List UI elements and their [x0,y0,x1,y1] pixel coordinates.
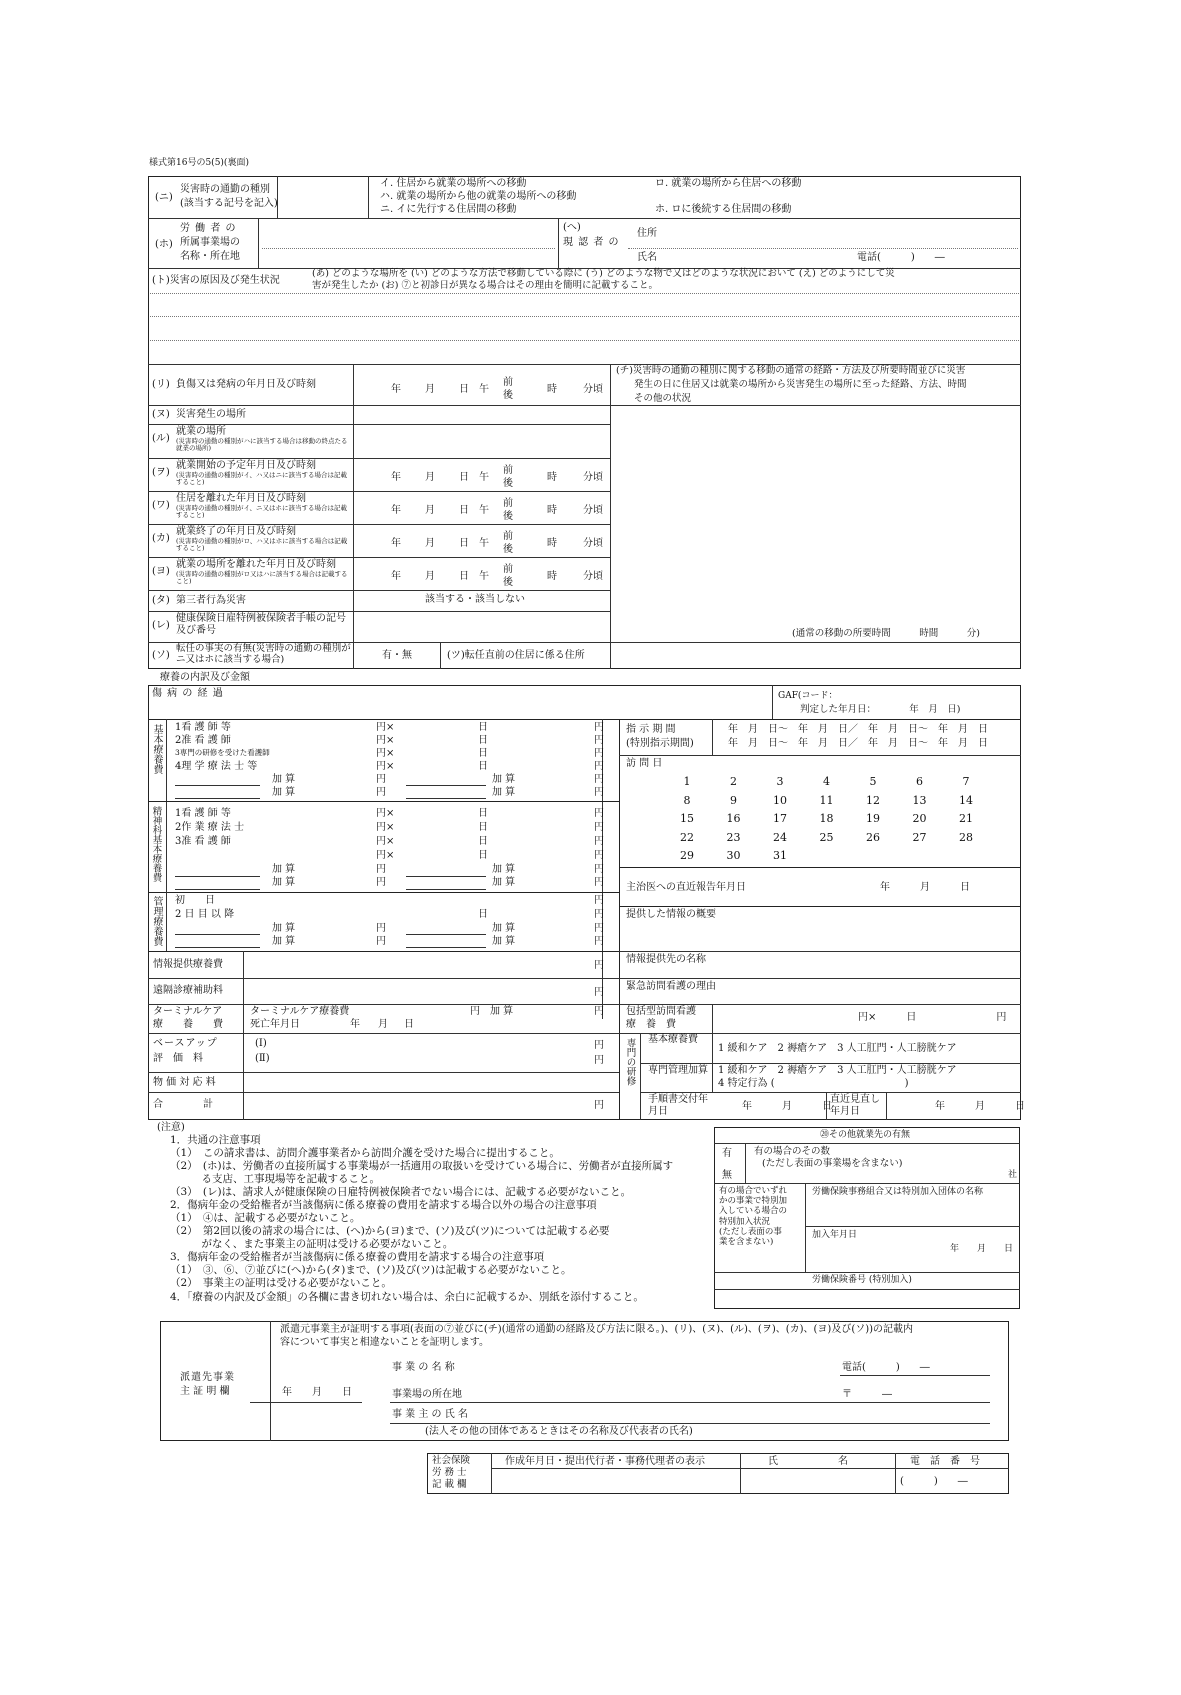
visit-day-29: 29 [680,849,694,862]
psych-kasan-4: 加 算 [492,877,516,888]
visit-day-24: 24 [773,830,787,844]
info-dest-label: 情報提供先の名称 [626,954,706,965]
datetime-wa: 年 月 日 午 前 後 時 分頃 [391,498,603,522]
visit-day-14: 14 [959,793,973,807]
order-date-ymd: 年 月 日 [742,1101,832,1112]
mgmt-amt-1: 円 [594,895,604,906]
visit-day-23: 23 [726,830,741,844]
row-ka-label: 就業終了の年月日及び時刻 [176,526,296,537]
other-yes: 有 [722,1148,732,1159]
mgmt-amt-2: 円 [594,909,604,920]
other-count-unit: 社 [1008,1170,1018,1180]
visit-day-21: 21 [959,812,973,825]
commute-no: (ニ) [155,192,173,203]
note-line: がなく、また事業主の証明は受ける必要がないこと。 [170,1238,454,1250]
mgmt-kasan-rate-2: 円 [376,936,386,947]
row-ka-no: (カ) [152,533,170,544]
visit-day-4: 4 [823,775,830,788]
dispatch-phone: 電話( ) ― [842,1362,930,1373]
mgmt-kasan-2: 加 算 [272,936,296,947]
total-label: 合 計 [153,1099,213,1110]
visit-day-19: 19 [866,812,880,825]
workplace-label-3: 名称・所在地 [180,251,240,262]
row-ru-no: (ル) [152,433,170,444]
terminal-fee-label: ターミナルケア療養費 [250,1006,350,1017]
specialty-mgmt-options: 1 緩和ケア 2 褥瘡ケア 3 人工肛門・人工膀胱ケア [718,1065,957,1076]
remote-fee-label: 遠隔診療補助料 [153,985,223,996]
psych-kasan-3: 加 算 [492,864,516,875]
union-name-label: 労働保険事務組合又は特別加入団体の名称 [812,1187,984,1197]
row-ru-note: (災害時の通勤の種別がハに該当する場合は移動の終点たる就業の場所) [176,437,348,452]
commute-opt-ha: ハ. 就業の場所から他の就業の場所への移動 [380,191,577,202]
note-line: （1） ③、⑥、⑦並びに(へ)から(タ)まで、(ソ)及び(ツ)は記載する必要がないこと。 [170,1264,572,1276]
special-join-label: 有の場合でいずれ かの事業で特別加 入している場合の 特別加入状況 (ただし表面の事 業を含まない) [719,1186,788,1247]
other-employment-title: ⑳その他就業先の有無 [820,1130,911,1140]
visit-day-17: 17 [773,812,787,825]
dispatch-label-1: 派遣先事業 [180,1372,235,1383]
death-day: 日 [404,1019,414,1030]
basic-kasan-amt-2: 円 [594,787,604,798]
visit-days-label: 訪 問 日 [626,758,663,769]
care-heading: 療養の内訳及び金額 [160,672,250,683]
psych-item-1: 1看 護 師 等 [175,808,231,819]
other-count-label-2: (ただし表面の事業場を含まない) [762,1158,903,1169]
basic-rate-4: 円× [376,761,395,772]
care-frame [148,685,1021,1120]
psych-amt-1: 円 [594,808,604,819]
third-party-options: 該当する・該当しない [425,594,525,605]
psych-kasan-rate-1: 円 [376,864,386,875]
psych-kasan-rate-2: 円 [376,877,386,888]
psych-rate-2: 円× [376,822,395,833]
base-up-label-2: 評 価 料 [153,1053,203,1064]
basic-kasan-4: 加 算 [492,787,516,798]
death-year: 年 [350,1019,360,1030]
visit-day-1: 1 [683,775,691,788]
datetime-wo: 年 月 日 午 前 後 時 分頃 [391,465,603,489]
info-summary-label: 提供した情報の概要 [626,909,716,920]
basic-rate-2: 円× [376,735,395,746]
death-month: 月 [378,1019,388,1030]
terminal-label-2: 療 養 費 [153,1019,223,1030]
basic-item-1: 1看 護 師 等 [175,722,231,733]
row-so-no: (ソ) [152,650,170,661]
visit-day-3: 3 [776,775,784,788]
mgmt-kasan-amt-1: 円 [594,923,604,934]
sr-label: 社会保険 労 務 士 記 載 欄 [432,1455,471,1490]
inclusive-value: 円× 日 円 [858,1012,1007,1023]
mgmt-fee-vertical: 管理療養費 [151,896,162,946]
mgmt-kasan-1: 加 算 [272,923,296,934]
transfer-address-label: (ツ)転任直前の住居に係る住所 [447,650,585,661]
specialty-mgmt-label: 専門管理加算 [648,1065,708,1076]
visit-day-20: 20 [912,812,927,825]
basic-rate-1: 円× [376,722,395,733]
basic-item-2: 2准 看 護 師 [175,735,231,746]
visit-day-13: 13 [912,793,927,807]
mgmt-kasan-rate-1: 円 [376,923,386,934]
row-ta-label: 第三者行為災害 [176,595,246,606]
basic-days-1: 日 [478,722,488,733]
basic-days-2: 日 [478,735,488,746]
row-ta-no: (タ) [152,595,170,606]
route-line-2: 発生の日に住居又は就業の場所から災害発生の場所に至った経路、方法、時間 [634,379,967,390]
visit-day-8: 8 [683,793,691,807]
psych-item-2: 2作 業 療 法 士 [175,822,245,833]
illness-label: 傷 病 の 経 過 [152,688,224,699]
witness-address-label: 住所 [637,228,657,239]
note-line: 4．「療養の内訳及び金額」の各欄に書き切れない場合は、余白に記載するか、別紙を添付すること。 [170,1291,644,1303]
terminal-amt: 円 [594,1006,604,1017]
dispatch-text-1: 派遣元事業主が証明する事項(表面の⑦並びに(チ)(通常の通勤の経路及び方法に限る。)、(リ)、(ヌ)、(ル)、(ヲ)、(カ)、(ヨ)及び(ソ))の記載内 [280,1324,914,1335]
workplace-label-2: 所属事業場の [180,237,240,248]
route-time: (通常の移動の所要時間 時間 分) [792,628,980,639]
special-period-label: (特別指示期間) [626,738,694,749]
note-line: 3．傷病年金の受給権者が当該傷病に係る療養の費用を請求する場合の注意事項 [170,1251,545,1263]
route-line-1: (チ)災害時の通勤の種別に関する移動の通常の経路・方法及び所要時間並びに災害 [616,365,966,376]
dispatch-owner-label: 事 業 主 の 氏 名 [392,1409,468,1420]
row-wa-no: (ワ) [152,500,170,511]
info-fee-label: 情報提供療養費 [153,959,223,970]
visit-day-22: 22 [680,830,694,844]
base-up-ii: (Ⅱ) [255,1053,270,1064]
row-re-label: 健康保険日雇特例被保険者手帳の記号及び番号 [176,613,346,636]
row-ri-label: 負傷又は発病の年月日及び時刻 [176,379,316,390]
review-date-ymd: 年 月 日 [935,1101,1025,1112]
mgmt-kasan-4: 加 算 [492,936,516,947]
join-date-label: 加入年月日 [812,1230,858,1240]
basic-item-4: 4理 学 療 法 士 等 [175,761,258,772]
other-count-label-1: 有の場合のその数 [754,1146,831,1157]
remote-fee-amt: 円 [594,987,604,998]
death-date-label: 死亡年月日 [250,1019,300,1030]
terminal-yen: 円 [470,1006,480,1017]
visit-day-15: 15 [680,812,694,825]
gaf-date: 判定した年月日： 年 月 日) [800,704,961,715]
basic-days-3: 日 [478,748,488,759]
mgmt-kasan-amt-2: 円 [594,936,604,947]
witness-name-label: 氏名 [637,252,657,263]
special-period-dates: 年 月 日～ 年 月 日／ 年 月 日～ 年 月 日 [728,738,988,749]
labor-ins-number-label: 労働保険番号 (特別加入) [812,1275,912,1285]
terminal-label-1: ターミナルケア [153,1006,223,1017]
note-line: （1） この請求書は、訪問介護事業者から訪問介護を受けた場合に提出すること。 [170,1147,560,1159]
specialty-basic-options: 1 緩和ケア 2 褥瘡ケア 3 人工肛門・人工膀胱ケア [718,1043,957,1054]
witness-no: (へ) [563,222,581,233]
visit-day-6: 6 [916,775,923,788]
visit-day-28: 28 [959,830,973,844]
basic-days-4: 日 [478,761,488,772]
basic-kasan-1: 加 算 [272,774,296,785]
cause-label: (ト)災害の原因及び発生状況 [152,275,280,286]
psych-item-3: 3准 看 護 師 [175,836,231,847]
dispatch-date: 年 月 日 [282,1387,352,1398]
basic-fee-vertical: 基本療養費 [151,724,162,774]
dispatch-label-2: 主 証 明 欄 [180,1386,230,1397]
basic-kasan-3: 加 算 [492,774,516,785]
datetime-yo: 年 月 日 午 前 後 時 分頃 [391,564,603,588]
form-id: 様式第16号の5(5)(裏面) [149,158,249,168]
base-up-label-1: ベースアップ [153,1038,218,1049]
mgmt-days-2: 日 [478,909,488,920]
total-amt: 円 [594,1100,604,1111]
visit-day-9: 9 [730,793,737,807]
cause-instruction-2: 害が発生したか (お) ⑦と初診日が異なる場合はその理由を簡明に記載すること。 [312,280,658,291]
commute-opt-ni: ニ. イに先行する住居間の移動 [380,204,517,215]
sr-col-created: 作成年月日・提出代行者・事務代理者の表示 [505,1456,705,1467]
base-up-amt-2: 円 [594,1055,604,1066]
row-ka-note: (災害時の通勤の種別がロ、ハ又はホに該当する場合は記載すること) [176,537,348,552]
route-line-3: その他の状況 [634,393,692,404]
note-line: （1） ④は、記載する必要がないこと。 [170,1212,361,1224]
instruction-period-dates: 年 月 日～ 年 月 日／ 年 月 日～ 年 月 日 [728,724,988,735]
visit-day-26: 26 [866,830,880,844]
row-wo-no: (ヲ) [152,467,170,478]
commute-opt-i: イ. 住居から就業の場所への移動 [380,178,527,189]
row-wa-label: 住居を離れた年月日及び時刻 [176,493,306,504]
emergency-label: 緊急訪問看護の理由 [626,981,716,992]
row-ri-no: (リ) [152,379,170,390]
note-line: （2） 事業主の証明は受ける必要がないこと。 [170,1277,392,1289]
psych-rate-4: 円× [376,850,395,861]
visit-day-30: 30 [726,849,741,862]
specialty-training-vertical: 専門の研修 [624,1038,636,1086]
notes-title: (注意) [157,1122,185,1133]
row-yo-label: 就業の場所を離れた年月日及び時刻 [176,559,336,570]
dispatch-zip: 〒 ― [842,1389,892,1400]
psych-kasan-1: 加 算 [272,864,296,875]
row-wo-note: (災害時の通勤の種別がイ、ハ又はニに該当する場合は記載すること) [176,471,347,486]
note-line: 2．傷病年金の受給権者が当該傷病に係る療養の費用を請求する場合以外の場合の注意事項 [170,1199,597,1211]
gaf-code: GAF(コード： [778,691,838,701]
note-line: （2） (ホ)は、労働者の直接所属する事業場が一括適用の取扱いを受けている場合に、労働者が直接所属す [170,1160,674,1172]
specialty-mgmt-opt4: 4 特定行為 ( ) [718,1078,909,1089]
inclusive-label-1: 包括型訪問看護 [626,1006,696,1017]
psych-amt-4: 円 [594,850,604,861]
visit-day-11: 11 [819,793,834,807]
visit-day-7: 7 [962,775,970,788]
basic-kasan-rate-1: 円 [376,774,386,785]
base-up-i: (Ⅰ) [255,1038,267,1049]
workplace-no: (ホ) [155,239,173,250]
sr-col-phone: 電 話 番 号 [910,1456,980,1467]
visit-day-16: 16 [726,812,741,825]
cause-instruction-1: (あ) どのような場所を (い) どのような方法で移動している際に (う) どのような物で又はどのような状況において (え) どのようにして災 [312,268,895,279]
dispatch-corp-note: (法人その他の団体であるときはその名称及び代表者の氏名) [425,1426,693,1437]
row-re-no: (レ) [152,620,170,631]
workplace-label-1: 労 働 者 の [180,223,237,234]
row-nu-no: (ヌ) [152,409,170,420]
row-wo-label: 就業開始の予定年月日及び時刻 [176,460,316,471]
row-nu-label: 災害発生の場所 [176,409,246,420]
row-wa-note: (災害時の通勤の種別がイ、ニ又はホに該当する場合は記載すること) [176,504,347,519]
report-date-ymd: 年 月 日 [880,882,970,893]
basic-rate-3: 円× [376,748,395,759]
inclusive-label-2: 療 養 費 [626,1019,676,1030]
note-line: （3） (レ)は、請求人が健康保険の日雇特例被保険者でない場合には、記載する必要がないこと。 [170,1186,632,1198]
commute-opt-ho: ホ. ロに後続する住居間の移動 [655,204,792,215]
basic-amt-4: 円 [594,761,604,772]
basic-item-3: 3専門の研修を受けた看護師 [175,748,270,757]
bukka-label: 物 価 対 応 料 [153,1077,216,1088]
other-no: 無 [722,1170,732,1181]
dispatch-address-label: 事業場の所在地 [392,1389,462,1400]
top-frame [148,176,1021,669]
sr-phone-format: ( ) ― [900,1476,968,1487]
psych-rate-1: 円× [376,808,395,819]
visit-day-12: 12 [866,793,880,807]
row-yo-note: (災害時の通勤の種別がロ又はハに該当する場合は記載すること) [176,570,348,585]
visit-day-2: 2 [730,775,737,788]
review-date-label: 直近見直し年月日 [830,1094,880,1117]
basic-amt-2: 円 [594,735,604,746]
order-date-label: 手順書交付年月日 [648,1094,708,1117]
basic-kasan-rate-2: 円 [376,787,386,798]
visit-day-25: 25 [819,830,834,844]
visit-day-18: 18 [819,812,834,825]
dispatch-text-2: 容について事実と相違ないことを証明します。 [280,1337,489,1348]
visit-day-27: 27 [912,830,927,844]
psych-rate-3: 円× [376,836,395,847]
join-date-ymd: 年 月 日 [950,1244,1014,1254]
witness-phone: 電話( ) ― [857,252,945,263]
specialty-basic-label: 基本療養費 [648,1034,698,1045]
commute-label-2: (該当する記号を記入) [180,198,278,209]
witness-label: 現 認 者 の [563,237,620,248]
psych-amt-3: 円 [594,836,604,847]
psych-days-4: 日 [478,850,488,861]
psych-kasan-2: 加 算 [272,877,296,888]
note-line: （2） 第2回以後の請求の場合には、(へ)から(ヨ)まで、(ソ)及び(ツ)については記載する必要 [170,1225,610,1237]
report-date-label: 主治医への直近報告年月日 [626,882,746,893]
mgmt-item-2: 2 日 目 以 降 [175,909,235,920]
sr-col-name: 氏 名 [768,1456,848,1467]
psych-days-3: 日 [478,836,488,847]
info-fee-amt: 円 [594,960,604,971]
psych-amt-2: 円 [594,822,604,833]
basic-kasan-amt-1: 円 [594,774,604,785]
datetime-ka: 年 月 日 午 前 後 時 分頃 [391,531,603,555]
row-ru-label: 就業の場所 [176,426,226,437]
basic-amt-3: 円 [594,748,604,759]
visit-day-31: 31 [773,849,787,862]
psych-kasan-amt-2: 円 [594,877,604,888]
note-line: る支店、工事現場等を記載すること。 [170,1173,380,1185]
datetime-ri: 年 月 日 午 前 後 時 分頃 [391,377,603,401]
psych-fee-vertical: 精神科基本療養費 [150,806,162,882]
row-so-label: 転任の事実の有無(災害時の通勤の種別がニ又はホに該当する場合) [176,643,351,665]
note-line: 1．共通の注意事項 [170,1134,261,1146]
visit-day-5: 5 [869,775,877,788]
dispatch-business-name-label: 事 業 の 名 称 [392,1362,455,1373]
commute-opt-ro: ロ. 就業の場所から住居への移動 [655,178,802,189]
mgmt-item-1: 初 日 [175,895,215,906]
row-yo-no: (ヨ) [152,566,170,577]
transfer-yes-no: 有・無 [382,650,412,661]
psych-days-1: 日 [478,808,488,819]
instruction-period-label: 指 示 期 間 [626,724,676,735]
psych-days-2: 日 [478,822,488,833]
commute-label-1: 災害時の通勤の種別 [180,184,270,195]
basic-kasan-2: 加 算 [272,787,296,798]
visit-day-10: 10 [773,793,787,807]
psych-kasan-amt-1: 円 [594,864,604,875]
base-up-amt-1: 円 [594,1040,604,1051]
terminal-kasan: 加 算 [490,1006,514,1017]
basic-amt-1: 円 [594,722,604,733]
mgmt-kasan-3: 加 算 [492,923,516,934]
